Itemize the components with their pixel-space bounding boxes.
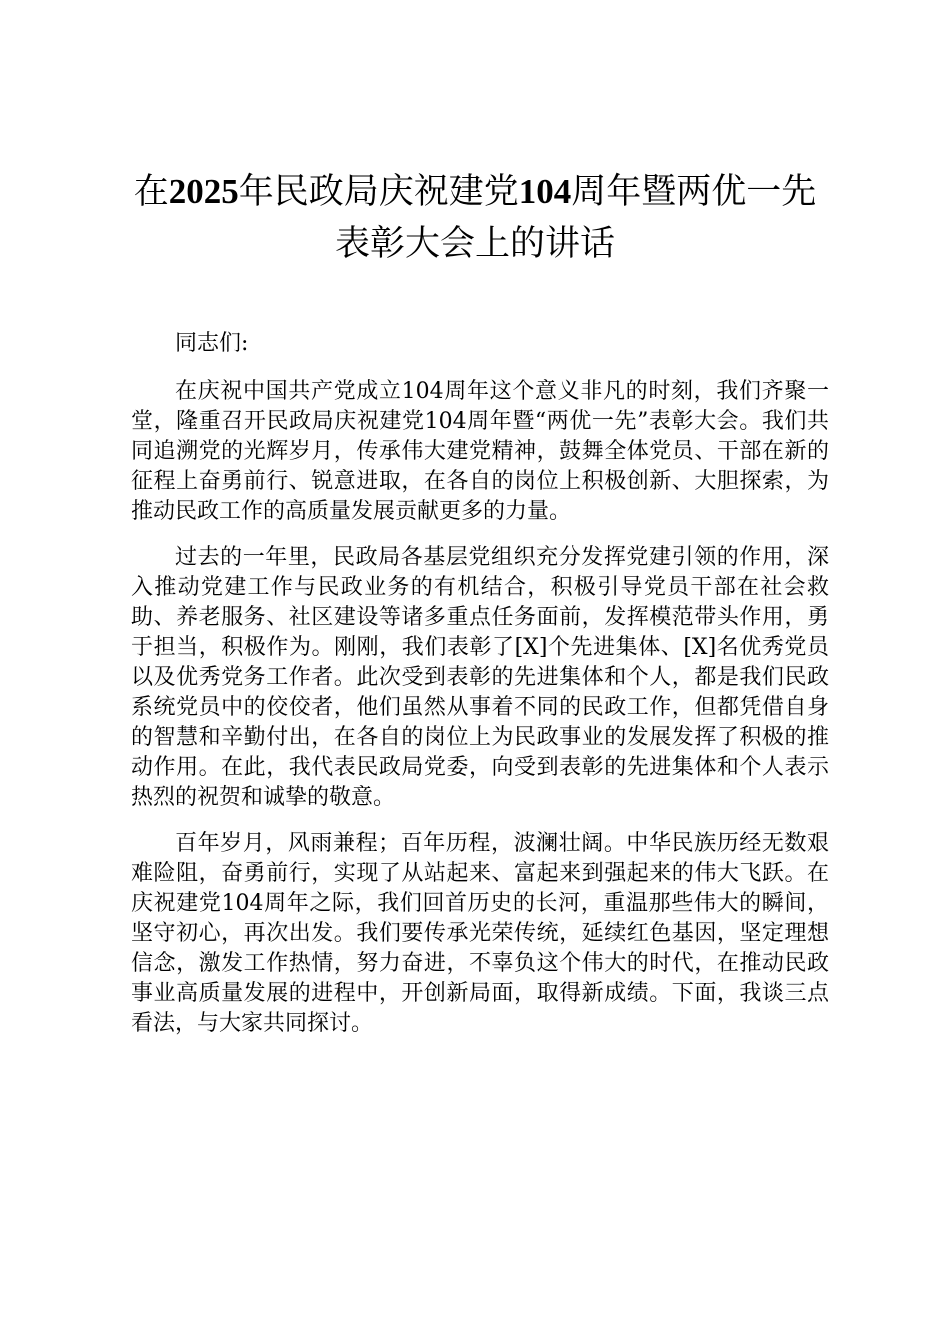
title-part: 在 (133, 172, 169, 212)
paragraph-3: 百年岁月，风雨兼程；百年历程，波澜壮阔。中华民族历经无数艰难险阻，奋勇前行，实现了从站起来、富起来到强起来的伟大飞跃。在庆祝建党104周年之际，我们回首历史的长河，重温那些伟大的瞬间，坚守初心，再次出发。我们要传承光荣传统，延续红色基因，坚定理想信念，激发工作热情，努力奋进，不辜负这个伟大的时代，在推动民政事业高质量发展的进程中，开创新局面，取得新成绩。下面，我谈三点看法，与大家共同探讨。 (131, 831, 829, 1036)
document-title (130, 166, 820, 270)
salutation: 同志们: (175, 331, 249, 356)
title-anniversary: 104 (518, 172, 572, 211)
document-body (131, 329, 829, 1055)
title-part: 周年暨两优一先表彰大会上的讲话 (334, 172, 817, 264)
paragraph-1: 在庆祝中国共产党成立104周年这个意义非凡的时刻，我们齐聚一堂，隆重召开民政局庆祝建党104周年暨“两优一先”表彰大会。我们共同追溯党的光辉岁月，传承伟大建党精神，鼓舞全体党员、干部在新的征程上奋勇前行、锐意进取，在各自的岗位上积极创新、大胆探索，为推动民政工作的高质量发展贡献更多的力量。 (131, 379, 829, 524)
paragraph-2: 过去的一年里，民政局各基层党组织充分发挥党建引领的作用，深入推动党建工作与民政业务的有机结合，积极引导党员干部在社会救助、养老服务、社区建设等诸多重点任务面前，发挥模范带头作用，勇于担当，积极作为。刚刚，我们表彰了[X]个先进集体、[X]名优秀党员以及优秀党务工作者。此次受到表彰的先进集体和个人，都是我们民政系统党员中的佼佼者，他们虽然从事着不同的民政工作，但都凭借自身的智慧和辛勤付出，在各自的岗位上为民政事业的发展发挥了积极的推动作用。在此，我代表民政局党委，向受到表彰的先进集体和个人表示热烈的祝贺和诚挚的敬意。 (131, 545, 829, 810)
title-part: 年民政局庆祝建党 (238, 172, 519, 212)
title-year: 2025 (168, 172, 239, 211)
